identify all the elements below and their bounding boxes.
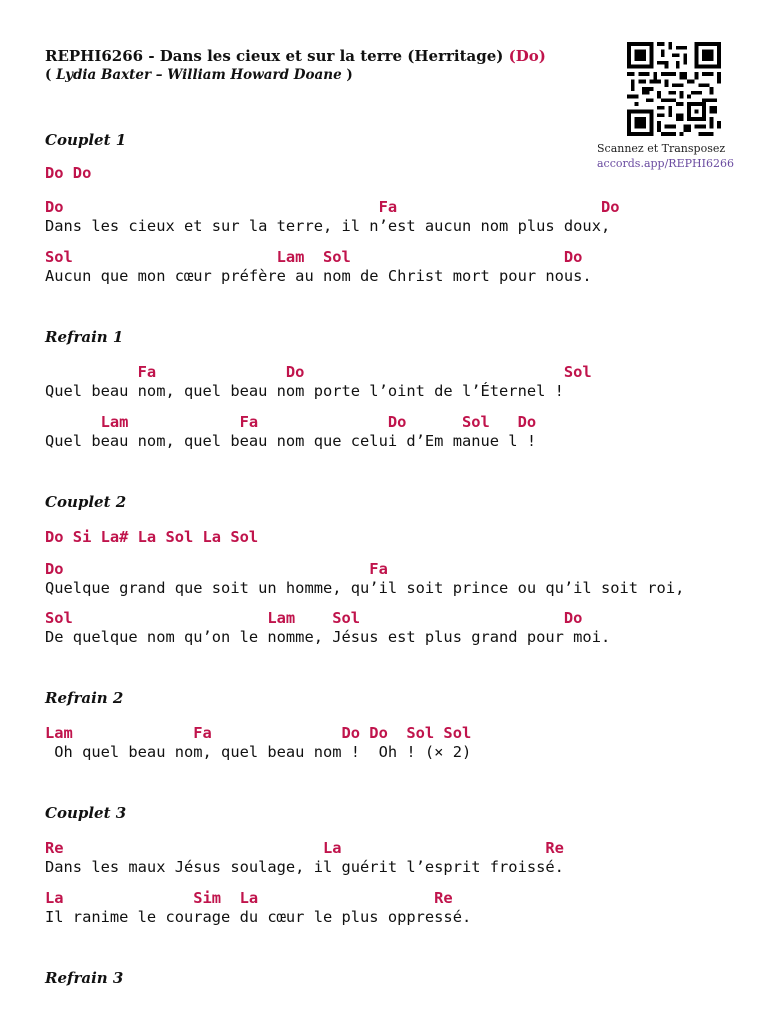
song-authors-line — [45, 66, 585, 84]
lyric-line: De quelque nom qu’on le nomme, Jésus est plus grand pour moi. — [45, 628, 611, 646]
section-label: Couplet 1 — [45, 131, 127, 149]
chord-line: Fa Do Sol — [45, 363, 592, 381]
song-header — [45, 46, 585, 84]
song-key: (Do) — [508, 47, 546, 65]
qr-link[interactable]: accords.app/REPHI6266 — [597, 157, 734, 170]
qr-caption-text: Scannez et Transposez — [597, 142, 726, 155]
qr-code-icon[interactable] — [625, 42, 723, 136]
chord-line: La Sim La Re — [45, 889, 453, 907]
section-label: Refrain 2 — [45, 689, 124, 707]
chord-line: Re La Re — [45, 839, 564, 857]
section-label: Refrain 3 — [45, 969, 124, 987]
section-label: Couplet 3 — [45, 804, 127, 822]
chord-line: Do Fa Do — [45, 198, 620, 216]
lyric-line: Oh quel beau nom, quel beau nom ! Oh ! (× 2) — [45, 743, 472, 761]
section-label: Couplet 2 — [45, 493, 127, 511]
chord-line: Sol Lam Sol Do — [45, 609, 583, 627]
song-title-line — [45, 46, 585, 66]
chord-line: Do Do — [45, 164, 92, 182]
chord-line: Sol Lam Sol Do — [45, 248, 583, 266]
chord-line: Do Fa — [45, 560, 388, 578]
section-label: Refrain 1 — [45, 328, 124, 346]
lyric-line: Quelque grand que soit un homme, qu’il soit prince ou qu’il soit roi, — [45, 579, 685, 597]
lyric-line: Dans les maux Jésus soulage, il guérit l’esprit froissé. — [45, 858, 564, 876]
chord-line: Lam Fa Do Sol Do — [45, 413, 537, 431]
lyric-line: Quel beau nom, quel beau nom porte l’oint de l’Éternel ! — [45, 382, 564, 400]
lyric-line: Dans les cieux et sur la terre, il n’est aucun nom plus doux, — [45, 217, 611, 235]
qr-caption — [597, 141, 747, 171]
song-title: REPHI6266 - Dans les cieux et sur la terre (Herritage) — [45, 47, 504, 65]
song-authors: Lydia Baxter – William Howard Doane — [56, 67, 342, 83]
lyric-line: Aucun que mon cœur préfère au nom de Christ mort pour nous. — [45, 267, 592, 285]
authors-close-paren: ) — [346, 67, 353, 83]
lyric-line: Quel beau nom, quel beau nom que celui d’Em manue l ! — [45, 432, 537, 450]
chord-line: Do Si La# La Sol La Sol — [45, 528, 259, 546]
chord-line: Lam Fa Do Do Sol Sol — [45, 724, 472, 742]
authors-open-paren: ( — [45, 67, 52, 83]
lyric-line: Il ranime le courage du cœur le plus oppressé. — [45, 908, 472, 926]
